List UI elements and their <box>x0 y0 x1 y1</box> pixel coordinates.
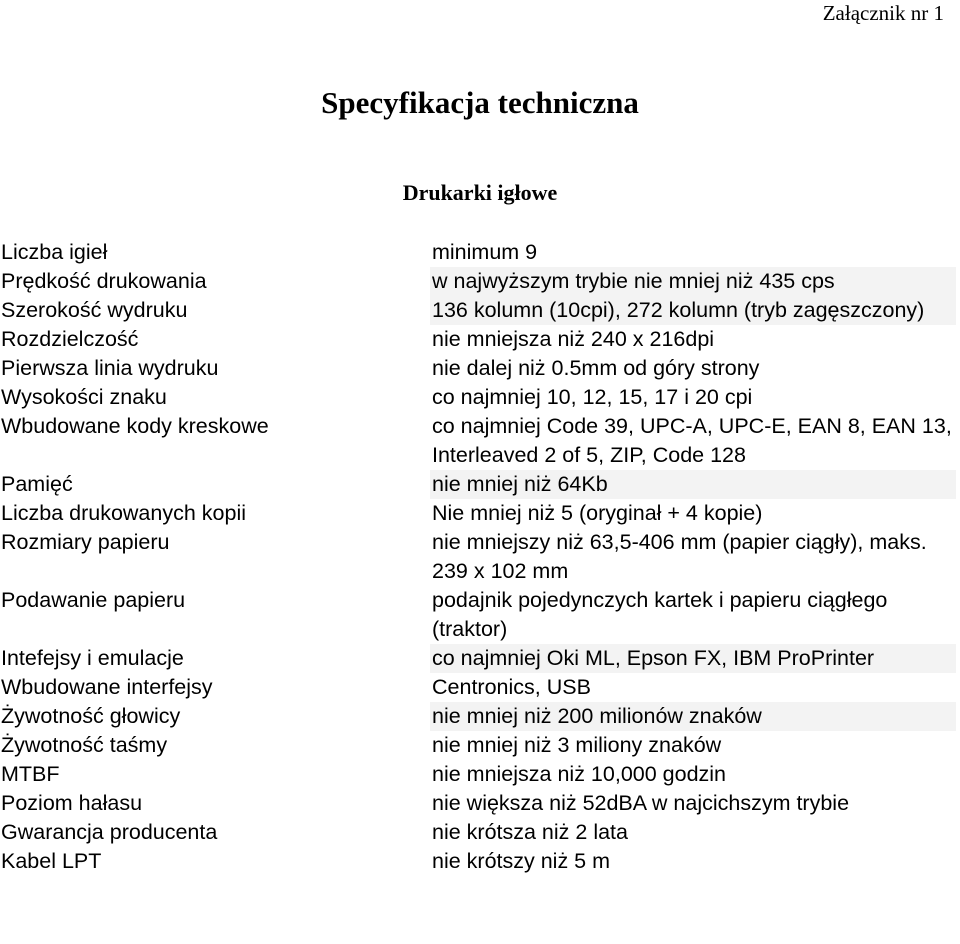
spec-row <box>0 789 960 818</box>
spec-row <box>0 528 960 586</box>
spec-value: nie mniej niż 200 milionów znaków <box>430 702 956 731</box>
spec-row <box>0 847 960 876</box>
spec-value: nie większa niż 52dBA w najcichszym trybie <box>432 791 850 815</box>
spec-value: minimum 9 <box>432 240 538 264</box>
spec-label: Kabel LPT <box>1 849 102 873</box>
spec-value: nie dalej niż 0.5mm od góry strony <box>432 356 760 380</box>
spec-value: nie mniejsza niż 10,000 godzin <box>432 762 727 786</box>
spec-table <box>0 238 960 876</box>
spec-label: Podawanie papieru <box>1 588 186 612</box>
spec-row <box>0 673 960 702</box>
spec-row <box>0 325 960 354</box>
spec-label: Intefejsy i emulacje <box>1 646 184 670</box>
spec-row <box>0 818 960 847</box>
spec-value: co najmniej Code 39, UPC-A, UPC-E, EAN 8, EAN 13, Interleaved 2 of 5, ZIP, Code 128 <box>432 414 952 467</box>
spec-value: nie krótsza niż 2 lata <box>432 820 628 844</box>
spec-label: Liczba drukowanych kopii <box>1 501 246 525</box>
spec-value: nie krótszy niż 5 m <box>432 849 611 873</box>
spec-row <box>0 238 960 267</box>
spec-label: Poziom hałasu <box>1 791 143 815</box>
spec-label: Pamięć <box>1 472 73 496</box>
spec-row <box>0 383 960 412</box>
spec-row <box>0 354 960 383</box>
spec-value: co najmniej Oki ML, Epson FX, IBM ProPrinter <box>430 644 956 673</box>
spec-row <box>0 760 960 789</box>
spec-value: w najwyższym trybie nie mniej niż 435 cps <box>430 267 956 296</box>
spec-label: Żywotność taśmy <box>1 733 168 757</box>
spec-label: MTBF <box>1 762 60 786</box>
spec-value: nie mniej niż 3 miliony znaków <box>432 733 722 757</box>
spec-value: nie mniejsza niż 240 x 216dpi <box>432 327 715 351</box>
spec-row <box>0 470 960 499</box>
spec-label: Pierwsza linia wydruku <box>1 356 219 380</box>
annex-label: Załącznik nr 1 <box>822 1 944 25</box>
spec-label: Szerokość wydruku <box>1 298 188 322</box>
spec-label: Liczba igieł <box>1 240 108 264</box>
spec-value: 136 kolumn (10cpi), 272 kolumn (tryb zagęszczony) <box>430 296 956 325</box>
spec-row <box>0 731 960 760</box>
spec-row <box>0 296 960 325</box>
spec-row <box>0 702 960 731</box>
page-title: Specyfikacja techniczna <box>321 85 639 120</box>
spec-label: Rozdzielczość <box>1 327 139 351</box>
spec-value: Centronics, USB <box>432 675 591 699</box>
spec-value: nie mniejszy niż 63,5-406 mm (papier ciągły), maks. 239 x 102 mm <box>432 530 927 583</box>
spec-row <box>0 499 960 528</box>
spec-label: Wbudowane interfejsy <box>1 675 213 699</box>
spec-label: Rozmiary papieru <box>1 530 170 554</box>
spec-row <box>0 644 960 673</box>
spec-label: Wbudowane kody kreskowe <box>1 414 269 438</box>
section-subtitle: Drukarki igłowe <box>402 180 558 205</box>
spec-label: Wysokości znaku <box>1 385 167 409</box>
spec-label: Gwarancja producenta <box>1 820 218 844</box>
spec-row <box>0 267 960 296</box>
spec-value: Nie mniej niż 5 (oryginał + 4 kopie) <box>432 501 763 525</box>
spec-value: podajnik pojedynczych kartek i papieru ciągłego (traktor) <box>432 588 888 641</box>
spec-label: Żywotność głowicy <box>1 704 181 728</box>
spec-value: co najmniej 10, 12, 15, 17 i 20 cpi <box>432 385 753 409</box>
spec-label: Prędkość drukowania <box>1 269 207 293</box>
spec-row <box>0 586 960 644</box>
spec-value: nie mniej niż 64Kb <box>430 470 956 499</box>
spec-row <box>0 412 960 470</box>
